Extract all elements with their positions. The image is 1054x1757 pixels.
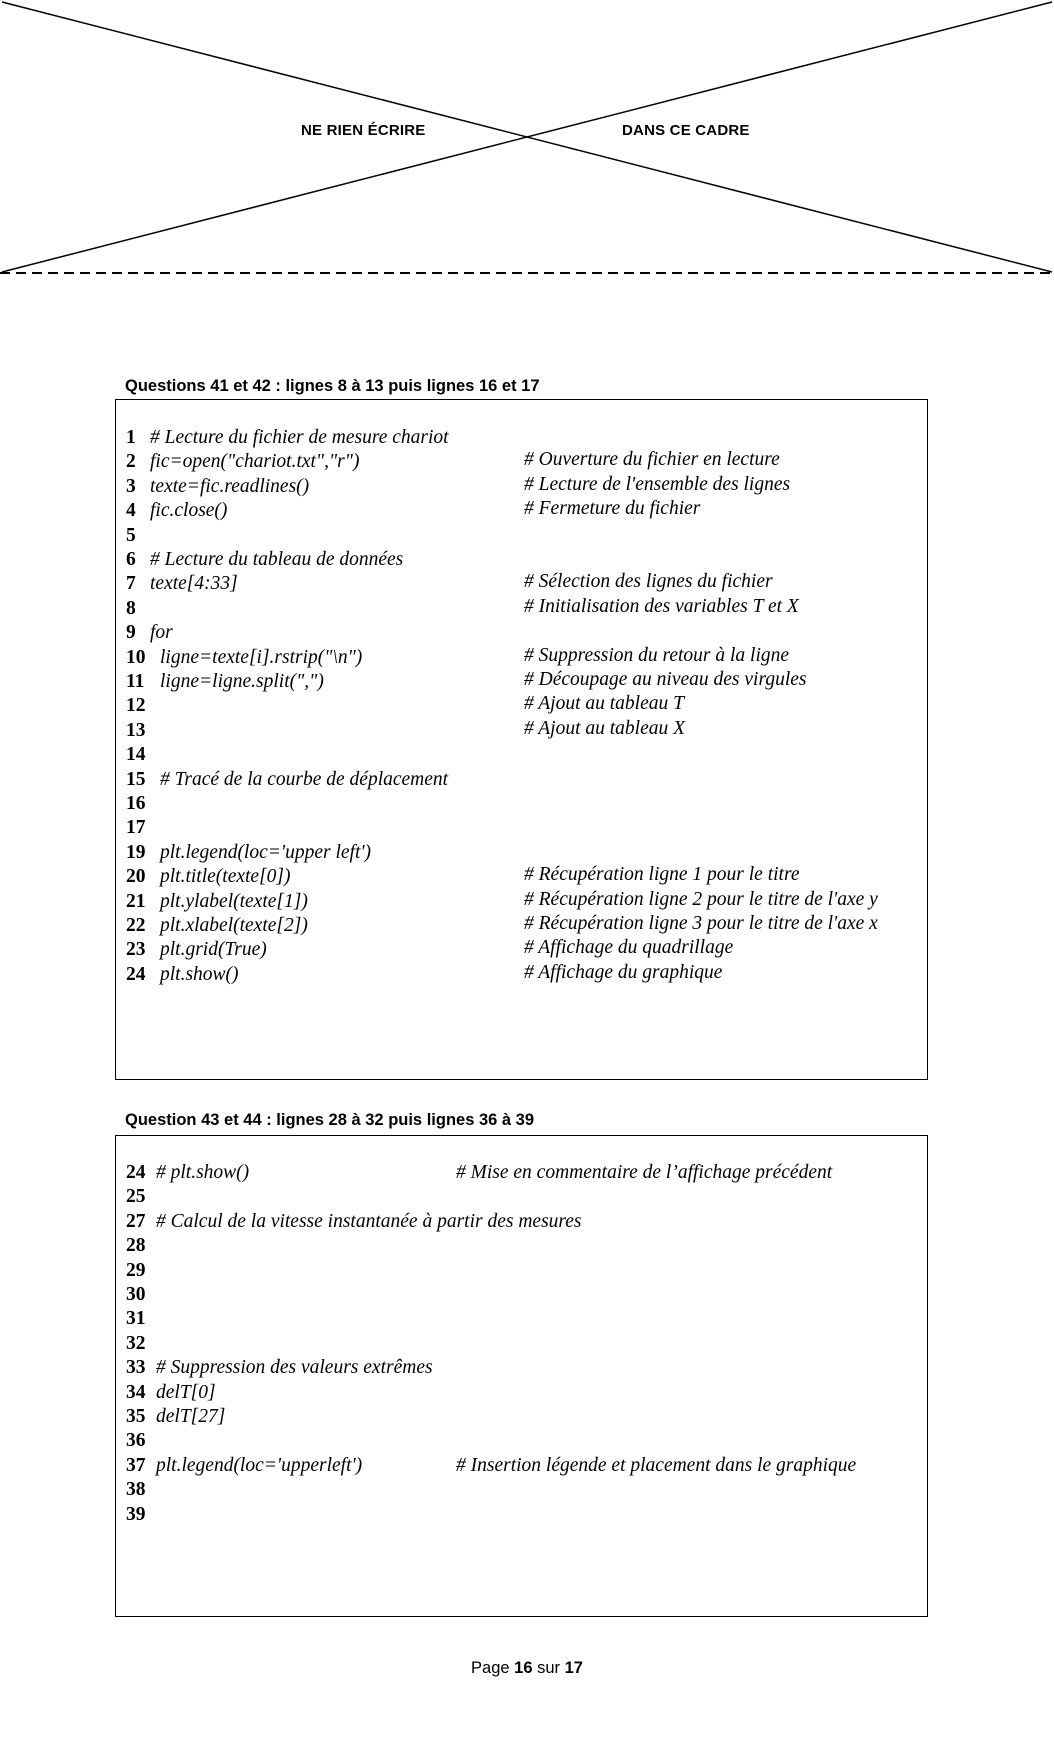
line-number: 19: [126, 841, 146, 863]
line-code: delT[0]: [156, 1381, 216, 1403]
line-number: 24: [126, 963, 146, 985]
code-line: [126, 646, 919, 670]
line-number: 27: [126, 1210, 146, 1232]
section1-title: Questions 41 et 42 : lignes 8 à 13 puis lignes 16 et 17: [125, 377, 540, 395]
code-line: [126, 865, 919, 889]
line-number: 28: [126, 1235, 146, 1257]
line-comment: # Affichage du quadrillage: [524, 937, 734, 959]
code-line: [126, 1405, 919, 1429]
code-line: [126, 1234, 919, 1258]
code-line: [126, 1478, 919, 1502]
line-code: # Tracé de la courbe de déplacement: [160, 768, 449, 790]
code-line: [126, 499, 919, 523]
line-comment: # Suppression du retour à la ligne: [524, 644, 790, 666]
line-code: # Calcul de la vitesse instantanée à partir des mesures: [156, 1210, 582, 1232]
code-line: [126, 1307, 919, 1331]
code-line: [126, 1283, 919, 1307]
code-line: [126, 475, 919, 499]
section2-title: Question 43 et 44 : lignes 28 à 32 puis lignes 36 à 39: [125, 1111, 535, 1129]
line-number: 23: [126, 939, 146, 961]
code-line: [126, 621, 919, 645]
code-line: [126, 963, 919, 987]
code-line: [126, 841, 919, 865]
line-code: ligne=texte[i].rstrip("\n"): [160, 646, 363, 668]
line-comment: # Ajout au tableau T: [524, 693, 684, 715]
code-line: [126, 768, 919, 792]
code-line: [126, 694, 919, 718]
line-code: fic.close(): [150, 500, 228, 522]
code-line: [126, 1259, 919, 1283]
line-number: 11: [126, 671, 145, 692]
line-code: ligne=ligne.split(","): [160, 671, 324, 692]
line-code: texte=fic.readlines(): [150, 475, 310, 497]
code-line: [126, 1381, 919, 1405]
code-line: [126, 890, 919, 914]
code-line: [126, 1454, 919, 1478]
line-comment: # Fermeture du fichier: [524, 498, 701, 520]
line-number: 35: [126, 1406, 146, 1427]
line-code: for: [150, 622, 173, 644]
line-comment: # Découpage au niveau des virgules: [524, 669, 807, 690]
line-code: plt.legend(loc='upper left'): [160, 841, 372, 863]
section2-code-box: [115, 1135, 928, 1617]
line-number: 17: [126, 817, 146, 839]
line-code: # Lecture du fichier de mesure chariot: [150, 427, 449, 448]
line-number: 36: [126, 1430, 146, 1452]
page-total: 17: [564, 1659, 583, 1677]
line-comment: # Mise en commentaire de l’affichage précédent: [456, 1162, 833, 1183]
line-code: delT[27]: [156, 1406, 226, 1427]
line-code: plt.legend(loc='upperleft'): [156, 1454, 363, 1476]
code-line: [126, 597, 919, 621]
code-line: [126, 719, 919, 743]
code-line: [126, 914, 919, 938]
code-line: [126, 572, 919, 596]
code-line: [126, 1210, 919, 1234]
code-line: [126, 1356, 919, 1380]
code-line: [126, 1503, 919, 1527]
code-line: [126, 670, 919, 694]
section1-code-box: [115, 399, 928, 1080]
code-line: [126, 1161, 919, 1185]
line-number: 38: [126, 1479, 146, 1501]
line-number: 39: [126, 1503, 146, 1525]
line-code: plt.ylabel(texte[1]): [160, 890, 308, 912]
line-number: 15: [126, 768, 146, 790]
line-comment: # Ajout au tableau X: [524, 717, 686, 739]
line-number: 4: [126, 500, 136, 522]
line-comment: # Initialisation des variables T et X: [524, 595, 799, 617]
line-comment: # Récupération ligne 3 pour le titre de l'axe x: [524, 913, 878, 934]
line-code: # plt.show(): [156, 1162, 250, 1183]
line-code: fic=open("chariot.txt","r"): [150, 451, 360, 473]
line-number: 22: [126, 915, 146, 936]
line-code: plt.grid(True): [160, 939, 267, 961]
line-code: # Lecture du tableau de données: [150, 549, 404, 570]
code-line: [126, 792, 919, 816]
line-number: 12: [126, 695, 146, 717]
line-code: plt.show(): [160, 963, 239, 985]
line-number: 32: [126, 1332, 146, 1354]
line-number: 7: [126, 573, 136, 595]
line-comment: # Affichage du graphique: [524, 961, 723, 983]
line-number: 10: [126, 646, 146, 668]
line-code: plt.title(texte[0]): [160, 866, 291, 888]
line-number: 29: [126, 1259, 146, 1281]
line-number: 34: [126, 1381, 146, 1403]
code-line: [126, 1185, 919, 1209]
line-number: 8: [126, 597, 136, 619]
line-code: plt.xlabel(texte[2]): [160, 915, 308, 936]
line-comment: # Récupération ligne 2 pour le titre de l'axe y: [524, 888, 878, 910]
no-write-left-label: NE RIEN ÉCRIRE: [301, 122, 426, 139]
line-number: 5: [126, 524, 136, 546]
line-code: # Suppression des valeurs extrêmes: [156, 1357, 433, 1379]
line-number: 14: [126, 744, 146, 766]
page-sep-word: sur: [537, 1659, 561, 1677]
line-number: 9: [126, 622, 136, 644]
code-line: [126, 743, 919, 767]
line-number: 13: [126, 719, 146, 741]
code-line: [126, 1429, 919, 1453]
line-number: 31: [126, 1308, 146, 1330]
line-number: 2: [126, 451, 136, 473]
code-line: [126, 1332, 919, 1356]
no-write-frame: [0, 0, 1054, 276]
line-number: 30: [126, 1284, 146, 1305]
no-write-right-label: DANS CE CADRE: [622, 122, 750, 139]
page-current: 16: [514, 1659, 533, 1677]
line-number: 6: [126, 549, 136, 570]
line-number: 20: [126, 866, 146, 888]
code-line: [126, 426, 919, 450]
page-word: Page: [471, 1659, 510, 1677]
line-comment: # Insertion légende et placement dans le graphique: [456, 1454, 857, 1476]
line-comment: # Sélection des lignes du fichier: [524, 571, 773, 593]
line-number: 25: [126, 1186, 146, 1208]
code-line: [126, 938, 919, 962]
code-line: [126, 548, 919, 572]
line-code: texte[4:33]: [150, 573, 238, 595]
line-number: 37: [126, 1454, 146, 1476]
line-number: 33: [126, 1357, 146, 1379]
line-number: 1: [126, 427, 136, 448]
code-line: [126, 450, 919, 474]
page-footer: [0, 1659, 1054, 1678]
line-number: 16: [126, 793, 146, 814]
line-comment: # Ouverture du fichier en lecture: [524, 449, 780, 471]
code-line: [126, 524, 919, 548]
line-number: 3: [126, 475, 136, 497]
line-number: 21: [126, 890, 146, 912]
code-line: [126, 816, 919, 840]
line-comment: # Récupération ligne 1 pour le titre: [524, 864, 800, 886]
line-comment: # Lecture de l'ensemble des lignes: [524, 473, 791, 495]
line-number: 24: [126, 1162, 146, 1183]
